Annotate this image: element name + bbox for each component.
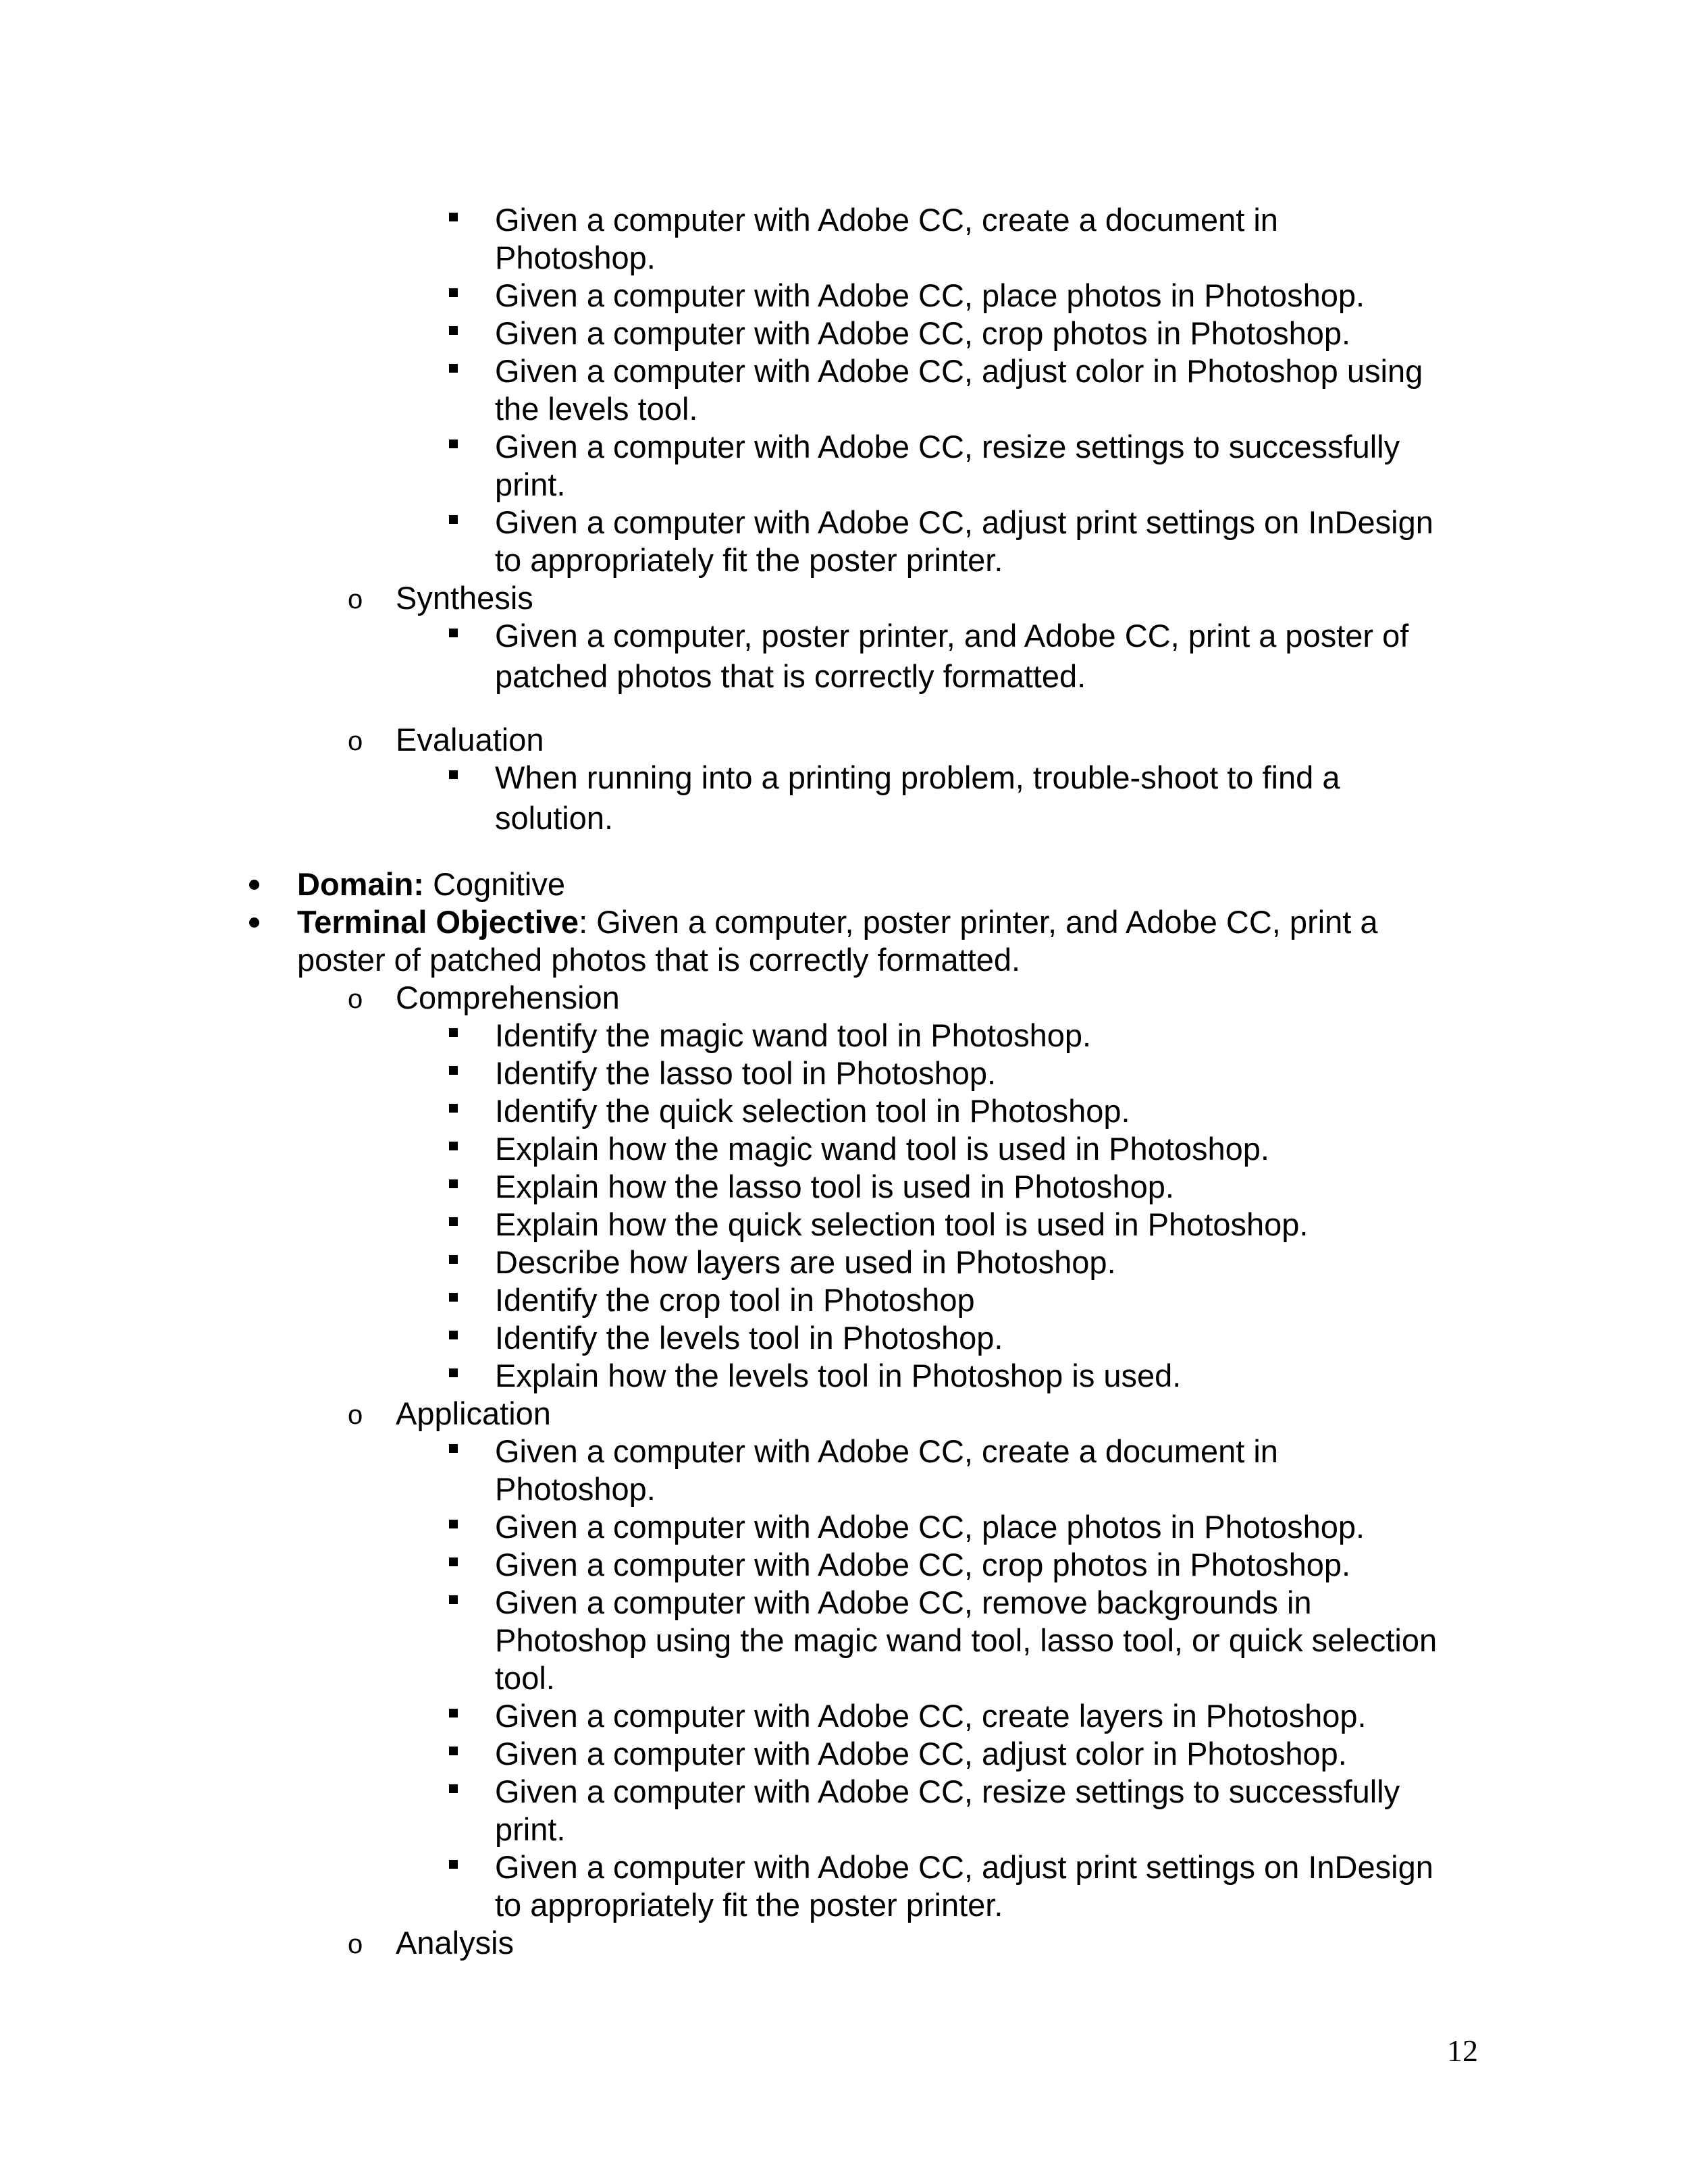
square-bullet-icon bbox=[449, 1784, 458, 1793]
list-item-line: Photoshop. bbox=[495, 1471, 656, 1507]
list-item-line: Given a computer with Adobe CC, remove backgrounds in bbox=[495, 1584, 1312, 1620]
square-bullet-icon bbox=[449, 770, 458, 779]
square-bullet-icon bbox=[449, 288, 458, 297]
circle-bullet-icon: o bbox=[348, 1400, 363, 1430]
list-item-line: Given a computer with Adobe CC, adjust print settings on InDesign bbox=[495, 1849, 1433, 1885]
circle-bullet-icon: o bbox=[348, 585, 363, 614]
disc-bullet-icon bbox=[249, 917, 259, 928]
page-number: 12 bbox=[1447, 2033, 1478, 2068]
list-item-line: tool. bbox=[495, 1660, 555, 1696]
terminal-objective-line bbox=[297, 903, 1378, 941]
square-bullet-icon bbox=[449, 1331, 458, 1339]
square-bullet-icon bbox=[449, 1747, 458, 1755]
square-bullet-icon bbox=[449, 1179, 458, 1188]
list-item-line: Given a computer with Adobe CC, crop photos in Photoshop. bbox=[495, 315, 1351, 351]
square-bullet-icon bbox=[449, 1142, 458, 1150]
list-item-line: Given a computer with Adobe CC, crop photos in Photoshop. bbox=[495, 1547, 1351, 1582]
list-item-line: When running into a printing problem, trouble-shoot to find a bbox=[495, 760, 1340, 795]
list-item-line: Given a computer with Adobe CC, adjust color in Photoshop using bbox=[495, 353, 1423, 389]
list-item-line: Given a computer with Adobe CC, place photos in Photoshop. bbox=[495, 277, 1365, 313]
analysis-heading: Analysis bbox=[396, 1925, 515, 1961]
list-item-line: Given a computer with Adobe CC, place photos in Photoshop. bbox=[495, 1509, 1365, 1545]
square-bullet-icon bbox=[449, 1595, 458, 1604]
circle-bullet-icon: o bbox=[348, 1929, 363, 1959]
square-bullet-icon bbox=[449, 629, 458, 637]
square-bullet-icon bbox=[449, 1520, 458, 1528]
domain-value: Cognitive bbox=[433, 866, 566, 902]
list-item-line: Given a computer with Adobe CC, create layers in Photoshop. bbox=[495, 1698, 1367, 1734]
list-item-line: Identify the levels tool in Photoshop. bbox=[495, 1320, 1003, 1356]
list-item-line: Given a computer with Adobe CC, resize settings to successfully bbox=[495, 1774, 1400, 1809]
list-item-line: Given a computer with Adobe CC, adjust print settings on InDesign bbox=[495, 504, 1433, 540]
list-item-line: to appropriately fit the poster printer. bbox=[495, 542, 1003, 578]
square-bullet-icon bbox=[449, 364, 458, 373]
list-item-line: Identify the lasso tool in Photoshop. bbox=[495, 1055, 997, 1091]
circle-bullet-icon: o bbox=[348, 984, 363, 1014]
square-bullet-icon bbox=[449, 1104, 458, 1113]
square-bullet-icon bbox=[449, 213, 458, 221]
square-bullet-icon bbox=[449, 1028, 458, 1037]
list-item-line: Explain how the magic wand tool is used in Photoshop. bbox=[495, 1131, 1269, 1167]
list-item-line: print. bbox=[495, 1811, 566, 1847]
square-bullet-icon bbox=[449, 1066, 458, 1075]
list-item-line: Explain how the quick selection tool is used in Photoshop. bbox=[495, 1206, 1309, 1242]
list-item-line: Photoshop using the magic wand tool, lasso tool, or quick selection bbox=[495, 1622, 1438, 1658]
square-bullet-icon bbox=[449, 1217, 458, 1226]
terminal-objective-text: : Given a computer, poster printer, and Adobe CC, print a bbox=[579, 904, 1378, 940]
list-item-line: print. bbox=[495, 467, 566, 502]
terminal-objective-label: Terminal Objective bbox=[297, 904, 579, 940]
square-bullet-icon bbox=[449, 1255, 458, 1264]
domain-line bbox=[297, 865, 565, 903]
list-item-line: Identify the crop tool in Photoshop bbox=[495, 1282, 975, 1318]
list-item-line: Explain how the levels tool in Photoshop is used. bbox=[495, 1358, 1182, 1393]
square-bullet-icon bbox=[449, 440, 458, 448]
square-bullet-icon bbox=[449, 1860, 458, 1869]
list-item-line: to appropriately fit the poster printer. bbox=[495, 1887, 1003, 1923]
list-item-line: solution. bbox=[495, 800, 614, 836]
application-heading: Application bbox=[396, 1395, 551, 1431]
square-bullet-icon bbox=[449, 1368, 458, 1377]
list-item-line: Given a computer with Adobe CC, resize settings to successfully bbox=[495, 429, 1400, 464]
list-item-line: the levels tool. bbox=[495, 391, 698, 427]
terminal-objective-text-continued: poster of patched photos that is correctly formatted. bbox=[297, 942, 1021, 978]
domain-label: Domain: bbox=[297, 866, 424, 902]
disc-bullet-icon bbox=[249, 880, 259, 890]
list-item-line: Describe how layers are used in Photoshop. bbox=[495, 1244, 1116, 1280]
comprehension-heading: Comprehension bbox=[396, 980, 620, 1015]
list-item-line: Given a computer with Adobe CC, create a document in bbox=[495, 202, 1278, 238]
evaluation-heading: Evaluation bbox=[396, 722, 544, 757]
square-bullet-icon bbox=[449, 1293, 458, 1302]
list-item-line: Explain how the lasso tool is used in Photoshop. bbox=[495, 1169, 1174, 1204]
list-item-line: Given a computer with Adobe CC, adjust color in Photoshop. bbox=[495, 1736, 1347, 1772]
list-item-line: Identify the quick selection tool in Photoshop. bbox=[495, 1093, 1130, 1129]
list-item-line: patched photos that is correctly formatted. bbox=[495, 658, 1086, 694]
square-bullet-icon bbox=[449, 515, 458, 524]
circle-bullet-icon: o bbox=[348, 726, 363, 756]
square-bullet-icon bbox=[449, 1444, 458, 1453]
synthesis-heading: Synthesis bbox=[396, 580, 533, 616]
square-bullet-icon bbox=[449, 1557, 458, 1566]
list-item-line: Given a computer with Adobe CC, create a document in bbox=[495, 1433, 1278, 1469]
list-item-line: Identify the magic wand tool in Photoshop. bbox=[495, 1017, 1092, 1053]
list-item-line: Photoshop. bbox=[495, 240, 656, 275]
square-bullet-icon bbox=[449, 1709, 458, 1717]
list-item-line: Given a computer, poster printer, and Adobe CC, print a poster of bbox=[495, 618, 1409, 654]
square-bullet-icon bbox=[449, 326, 458, 335]
